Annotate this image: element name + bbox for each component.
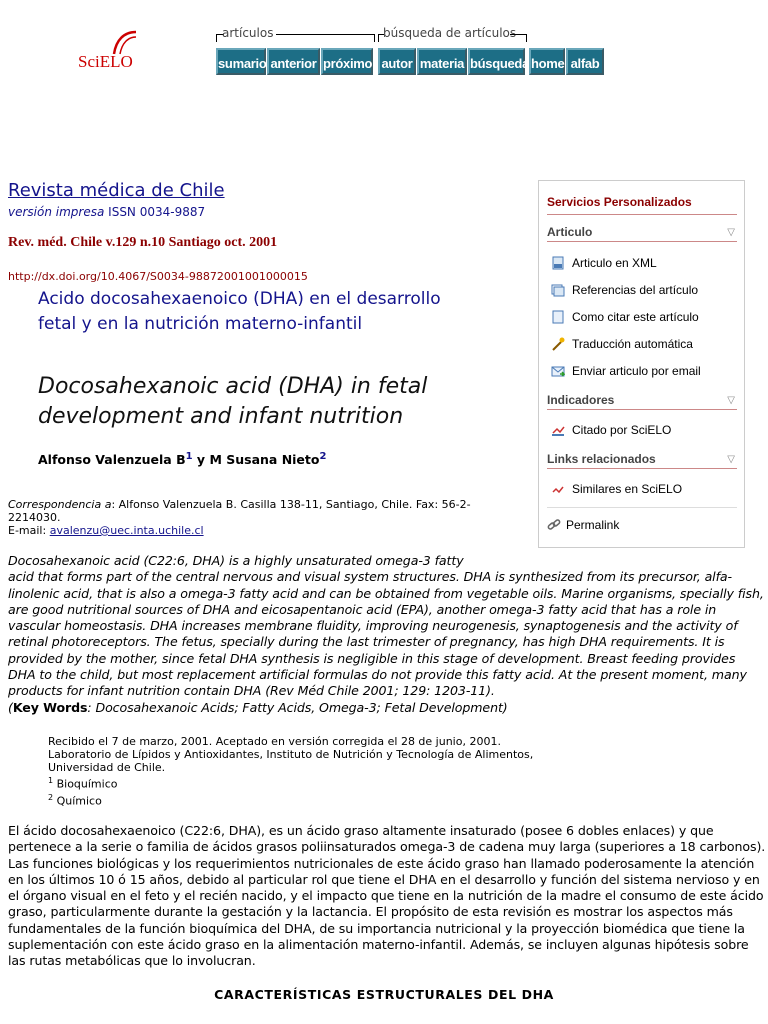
footnote-2 xyxy=(48,791,568,808)
sidebar-section-label: Articulo xyxy=(547,225,593,239)
article-title-english: Docosahexanoic acid (DHA) in fetal development and infant nutrition xyxy=(38,374,428,429)
sidebar-item-similar[interactable] xyxy=(551,482,741,496)
nav-button-proximo[interactable]: próximo xyxy=(321,48,373,75)
sidebar-item-label: Permalink xyxy=(566,518,620,532)
nav-button-home[interactable]: home xyxy=(529,48,565,75)
keywords-label: Key Words xyxy=(12,699,88,715)
sidebar-divider xyxy=(547,507,737,508)
nav-button-alfab[interactable]: alfab xyxy=(566,48,604,75)
sidebar-header: Servicios Personalizados xyxy=(547,195,692,209)
sidebar-item-translation[interactable] xyxy=(551,337,741,351)
sidebar-item-label: Enviar articulo por email xyxy=(572,364,701,378)
sidebar-item-label: Similares en SciELO xyxy=(572,482,683,496)
similar-icon xyxy=(551,482,565,496)
sidebar-section-articulo[interactable] xyxy=(547,225,737,242)
nav-bracket-line xyxy=(510,34,526,35)
chevron-down-icon: ▽ xyxy=(727,395,735,406)
sidebar-item-cited[interactable] xyxy=(551,423,741,437)
authors xyxy=(38,450,326,467)
sidebar-item-label: Traducción automática xyxy=(572,337,693,351)
logo-text: SciELO xyxy=(78,52,133,71)
footnote-2-text: Químico xyxy=(53,794,102,808)
keywords-text: : Docosahexanoic Acids; Fatty Acids, Omega-3; Fetal Development) xyxy=(87,699,508,715)
keywords xyxy=(8,700,508,715)
services-sidebar xyxy=(538,180,745,548)
references-icon xyxy=(551,283,565,297)
author-1-affiliation-link[interactable]: 1 xyxy=(185,451,193,462)
footnote-1-mark: 1 xyxy=(48,776,54,785)
nav-bracket-line xyxy=(276,34,374,35)
sidebar-item-label: Articulo en XML xyxy=(572,256,657,270)
issn: ISSN 0034-9887 xyxy=(108,205,206,219)
chevron-down-icon: ▽ xyxy=(727,227,735,238)
sidebar-section-links[interactable] xyxy=(547,452,737,469)
abstract xyxy=(8,553,766,716)
email-link[interactable]: avalenzu@uec.inta.uchile.cl xyxy=(49,524,204,537)
issue-citation: Rev. méd. Chile v.129 n.10 Santiago oct. 2001 xyxy=(8,235,278,250)
xml-document-icon xyxy=(551,256,565,270)
nav-button-busqueda[interactable]: búsqueda xyxy=(468,48,525,75)
doi-text: http://dx.doi.org/10.4067/S0034-98872001001000015 xyxy=(8,270,308,283)
nav-group-busqueda-label: búsqueda de artículos xyxy=(383,26,517,40)
translate-wand-icon xyxy=(551,337,565,351)
body-paragraph: El ácido docosahexaenoico (C22:6, DHA), es un ácido graso altamente insaturado (posee 6 dobles enlaces) y que pertenece a la serie o familia de ácidos grasos poliinsaturados omega-3 de cadena muy larga (superiores a 18 carbonos). Las funciones biológicas y los requerimientos nutricionales de este ácido graso han llamado poderosamente la atención en los últimos 10 ó 15 años, debido al particular rol que tiene el DHA en el desarrollo y función del sistema nervioso y en el órgano visual en el feto y el recién nacido, y el impacto que tiene en la nutrición de la madre el consumo de este ácido graso, particularmente durante la gestación y la lactancia. El propósito de esta revisión es mostrar los aspectos más fundamentales de la función bioquímica del DHA, de su importancia nutricional y la proyección biomédica que tiene la suplementación con este ácido graso en la alimentación materno-infantil. Además, se incluyen algunas hipótesis sobre las rutas metabólicas que lo involucran. xyxy=(8,823,766,969)
article-notes xyxy=(48,735,568,807)
sidebar-section-label: Indicadores xyxy=(547,393,615,407)
nav-bracket-tick xyxy=(378,34,379,42)
author-join: y xyxy=(192,452,210,468)
sidebar-item-xml[interactable] xyxy=(551,256,741,270)
author-1: Alfonso Valenzuela B xyxy=(38,452,186,468)
lab-affiliation: Laboratorio de Lípidos y Antioxidantes, Instituto de Nutrición y Tecnología de Alimentos, xyxy=(48,748,534,761)
sidebar-item-label: Citado por SciELO xyxy=(572,423,672,437)
nav-bracket-tick xyxy=(374,34,375,42)
sidebar-item-label: Como citar este artículo xyxy=(572,310,699,324)
nav-bracket-tick xyxy=(216,34,217,42)
sidebar-item-cite[interactable] xyxy=(551,310,741,324)
sidebar-item-references[interactable] xyxy=(551,283,741,297)
correspondence-label: Correspondencia a xyxy=(8,498,112,511)
nav-button-sumario[interactable]: sumario xyxy=(216,48,266,75)
sidebar-item-permalink[interactable] xyxy=(547,518,737,532)
university-affiliation: Universidad de Chile. xyxy=(48,761,166,774)
correspondence xyxy=(8,498,488,537)
nav-button-anterior[interactable]: anterior xyxy=(267,48,320,75)
email-label: E-mail: xyxy=(8,524,50,537)
journal-title-link[interactable]: Revista médica de Chile xyxy=(8,180,225,201)
correspondence-text: : Alfonso Valenzuela B. Casilla 138-11, Santiago, Chile. Fax: 56-2-2214030. xyxy=(8,498,471,524)
cited-by-icon xyxy=(551,423,565,437)
abstract-first-line: Docosahexanoic acid (C22:6, DHA) is a highly unsaturated omega-3 fatty xyxy=(8,553,464,568)
journal-version xyxy=(8,205,205,219)
abstract-text: acid that forms part of the central nervous and visual system structures. DHA is synthesized from its precursor, alfa-linolenic acid, that is also a omega-3 fatty acid and can be obtained from vegetable oils. Marine organisms, specially fish, are good nutritional sources of DHA and eicosapentanoic acid (EPA), another omega-3 fatty acid that has a role in vascular homeostasis. DHA increases membrane fluidity, improving neurogenesis, synaptogenesis and the activity of retinal photoreceptors. The fetus, specially during the last trimester of pregnancy, has high DHA requirements. It is provided by the mother, since fetal DHA synthesis is negligible in this stage of development. Breast feeding provides DHA to the child, but most replacement artificial formulas do not provide this fatty acid. At the present moment, many products for infant nutrition contain DHA (Rev Méd Chile 2001; 129: 1203-11). xyxy=(8,569,764,699)
author-2: M Susana Nieto xyxy=(209,452,320,468)
sidebar-section-label: Links relacionados xyxy=(547,452,656,466)
section-heading: CARACTERÍSTICAS ESTRUCTURALES DEL DHA xyxy=(214,987,554,1002)
sidebar-divider xyxy=(547,214,737,215)
received-date: Recibido el 7 de marzo, 2001. Aceptado en versión corregida el 28 de junio, 2001. xyxy=(48,735,501,748)
footnote-1 xyxy=(48,774,568,791)
sidebar-section-indicadores[interactable] xyxy=(547,393,737,410)
keywords-open: ( xyxy=(8,699,13,715)
document-icon xyxy=(551,310,565,324)
email-icon xyxy=(551,364,565,378)
sidebar-item-label: Referencias del artículo xyxy=(572,283,699,297)
article-title-spanish: Acido docosahexaenoico (DHA) en el desarrollo fetal y en la nutrición materno-infantil xyxy=(38,289,441,334)
nav-group-articulos-label: artículos xyxy=(222,26,274,40)
footnote-2-mark: 2 xyxy=(48,792,54,802)
footnote-1-text: Bioquímico xyxy=(53,777,118,791)
permalink-chain-icon xyxy=(547,518,561,532)
sidebar-item-email[interactable] xyxy=(551,364,741,378)
chevron-down-icon: ▽ xyxy=(727,454,735,465)
author-2-affiliation-link[interactable]: 2 xyxy=(319,451,327,462)
scielo-logo[interactable] xyxy=(76,28,140,78)
version-label: versión impresa xyxy=(8,205,105,219)
nav-button-autor[interactable]: autor xyxy=(378,48,416,75)
nav-button-materia[interactable]: materia xyxy=(417,48,467,75)
nav-bracket-tick xyxy=(526,34,527,42)
